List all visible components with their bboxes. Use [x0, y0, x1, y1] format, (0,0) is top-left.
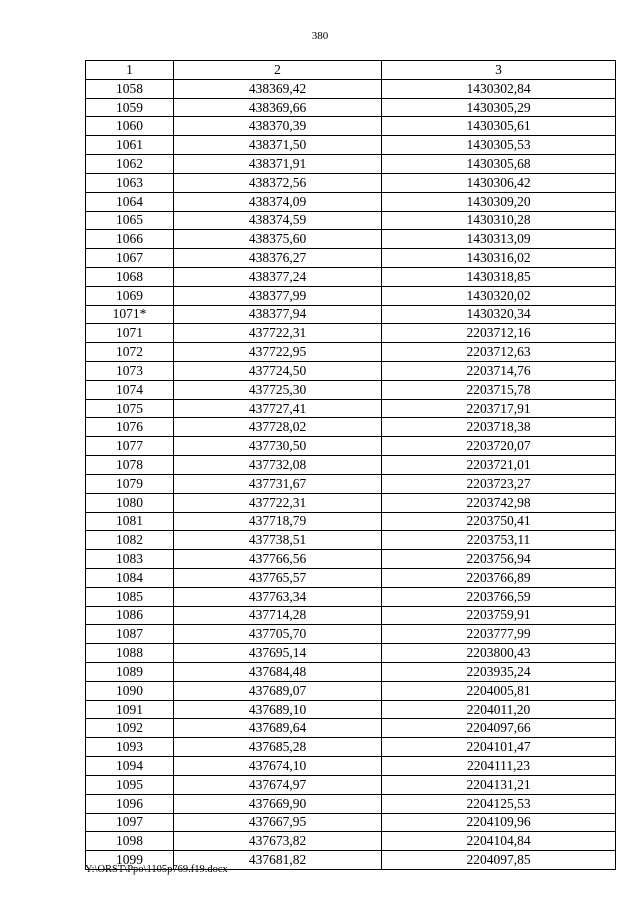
- y-coordinate-cell: 1430316,02: [382, 249, 616, 268]
- x-coordinate-cell: 437685,28: [174, 738, 382, 757]
- table-row: [86, 192, 616, 211]
- table-row: [86, 305, 616, 324]
- point-number-cell: 1069: [86, 286, 174, 305]
- table-row: [86, 117, 616, 136]
- x-coordinate-cell: 437722,31: [174, 493, 382, 512]
- table-row: [86, 267, 616, 286]
- x-coordinate-cell: 438371,50: [174, 136, 382, 155]
- y-coordinate-cell: 2203753,11: [382, 531, 616, 550]
- x-coordinate-cell: 438374,09: [174, 192, 382, 211]
- x-coordinate-cell: 437695,14: [174, 644, 382, 663]
- x-coordinate-cell: 437732,08: [174, 456, 382, 475]
- x-coordinate-cell: 437718,79: [174, 512, 382, 531]
- table-row: [86, 286, 616, 305]
- y-coordinate-cell: 2203720,07: [382, 437, 616, 456]
- y-coordinate-cell: 2203721,01: [382, 456, 616, 475]
- table-row: [86, 813, 616, 832]
- point-number-cell: 1098: [86, 832, 174, 851]
- y-coordinate-cell: 2204131,21: [382, 775, 616, 794]
- table-body: [86, 79, 616, 869]
- point-number-cell: 1086: [86, 606, 174, 625]
- x-coordinate-cell: 437689,64: [174, 719, 382, 738]
- table-row: [86, 493, 616, 512]
- y-coordinate-cell: 1430305,68: [382, 155, 616, 174]
- point-number-cell: 1089: [86, 663, 174, 682]
- point-number-cell: 1081: [86, 512, 174, 531]
- x-coordinate-cell: 437727,41: [174, 399, 382, 418]
- point-number-cell: 1097: [86, 813, 174, 832]
- x-coordinate-cell: 438376,27: [174, 249, 382, 268]
- table-row: [86, 418, 616, 437]
- x-coordinate-cell: 437667,95: [174, 813, 382, 832]
- point-number-cell: 1072: [86, 343, 174, 362]
- table-row: [86, 399, 616, 418]
- x-coordinate-cell: 438377,24: [174, 267, 382, 286]
- x-coordinate-cell: 437669,90: [174, 794, 382, 813]
- y-coordinate-cell: 2203717,91: [382, 399, 616, 418]
- x-coordinate-cell: 437725,30: [174, 380, 382, 399]
- table-row: [86, 456, 616, 475]
- y-coordinate-cell: 2204104,84: [382, 832, 616, 851]
- x-coordinate-cell: 437730,50: [174, 437, 382, 456]
- x-coordinate-cell: 438377,94: [174, 305, 382, 324]
- y-coordinate-cell: 2204005,81: [382, 681, 616, 700]
- table-row: [86, 380, 616, 399]
- point-number-cell: 1064: [86, 192, 174, 211]
- x-coordinate-cell: 437722,95: [174, 343, 382, 362]
- table-row: [86, 362, 616, 381]
- header-col-2: 2: [174, 61, 382, 80]
- x-coordinate-cell: 438374,59: [174, 211, 382, 230]
- x-coordinate-cell: 437766,56: [174, 550, 382, 569]
- table-row: [86, 550, 616, 569]
- point-number-cell: 1075: [86, 399, 174, 418]
- table-row: [86, 568, 616, 587]
- y-coordinate-cell: 2203712,16: [382, 324, 616, 343]
- table-row: [86, 775, 616, 794]
- table-row: [86, 324, 616, 343]
- y-coordinate-cell: 2204097,85: [382, 851, 616, 870]
- table-header-row: [86, 61, 616, 80]
- y-coordinate-cell: 1430306,42: [382, 173, 616, 192]
- x-coordinate-cell: 438372,56: [174, 173, 382, 192]
- y-coordinate-cell: 1430302,84: [382, 79, 616, 98]
- table-row: [86, 625, 616, 644]
- point-number-cell: 1065: [86, 211, 174, 230]
- y-coordinate-cell: 2203759,91: [382, 606, 616, 625]
- point-number-cell: 1071*: [86, 305, 174, 324]
- y-coordinate-cell: 2203723,27: [382, 474, 616, 493]
- y-coordinate-cell: 2203935,24: [382, 663, 616, 682]
- table-row: [86, 173, 616, 192]
- table-row: [86, 136, 616, 155]
- y-coordinate-cell: 2203715,78: [382, 380, 616, 399]
- footer-file-path: Y:\ORST\Ppo\1105p769.f19.docx: [85, 864, 228, 875]
- y-coordinate-cell: 1430318,85: [382, 267, 616, 286]
- x-coordinate-cell: 437689,10: [174, 700, 382, 719]
- table-row: [86, 606, 616, 625]
- point-number-cell: 1087: [86, 625, 174, 644]
- point-number-cell: 1084: [86, 568, 174, 587]
- y-coordinate-cell: 1430309,20: [382, 192, 616, 211]
- table-row: [86, 681, 616, 700]
- point-number-cell: 1092: [86, 719, 174, 738]
- point-number-cell: 1085: [86, 587, 174, 606]
- y-coordinate-cell: 2204125,53: [382, 794, 616, 813]
- x-coordinate-cell: 437673,82: [174, 832, 382, 851]
- point-number-cell: 1083: [86, 550, 174, 569]
- y-coordinate-cell: 1430320,34: [382, 305, 616, 324]
- point-number-cell: 1090: [86, 681, 174, 700]
- y-coordinate-cell: 2203766,59: [382, 587, 616, 606]
- point-number-cell: 1077: [86, 437, 174, 456]
- x-coordinate-cell: 437722,31: [174, 324, 382, 343]
- table-row: [86, 343, 616, 362]
- point-number-cell: 1059: [86, 98, 174, 117]
- y-coordinate-cell: 2203766,89: [382, 568, 616, 587]
- table-row: [86, 211, 616, 230]
- table-row: [86, 738, 616, 757]
- table-row: [86, 644, 616, 663]
- point-number-cell: 1060: [86, 117, 174, 136]
- point-number-cell: 1099: [86, 851, 174, 870]
- point-number-cell: 1082: [86, 531, 174, 550]
- table-row: [86, 512, 616, 531]
- point-number-cell: 1076: [86, 418, 174, 437]
- y-coordinate-cell: 2204097,66: [382, 719, 616, 738]
- point-number-cell: 1074: [86, 380, 174, 399]
- x-coordinate-cell: 437738,51: [174, 531, 382, 550]
- table-row: [86, 98, 616, 117]
- point-number-cell: 1068: [86, 267, 174, 286]
- y-coordinate-cell: 2204011,20: [382, 700, 616, 719]
- y-coordinate-cell: 1430313,09: [382, 230, 616, 249]
- x-coordinate-cell: 437765,57: [174, 568, 382, 587]
- table-row: [86, 663, 616, 682]
- x-coordinate-cell: 438377,99: [174, 286, 382, 305]
- y-coordinate-cell: 2203742,98: [382, 493, 616, 512]
- x-coordinate-cell: 438369,66: [174, 98, 382, 117]
- x-coordinate-cell: 438371,91: [174, 155, 382, 174]
- x-coordinate-cell: 437731,67: [174, 474, 382, 493]
- point-number-cell: 1078: [86, 456, 174, 475]
- x-coordinate-cell: 437714,28: [174, 606, 382, 625]
- y-coordinate-cell: 2203800,43: [382, 644, 616, 663]
- page-number: 380: [311, 30, 329, 42]
- table-row: [86, 794, 616, 813]
- y-coordinate-cell: 2203714,76: [382, 362, 616, 381]
- point-number-cell: 1096: [86, 794, 174, 813]
- y-coordinate-cell: 2204111,23: [382, 757, 616, 776]
- table-row: [86, 474, 616, 493]
- y-coordinate-cell: 2203756,94: [382, 550, 616, 569]
- point-number-cell: 1093: [86, 738, 174, 757]
- table-row: [86, 249, 616, 268]
- y-coordinate-cell: 2203777,99: [382, 625, 616, 644]
- table-row: [86, 230, 616, 249]
- table-row: [86, 700, 616, 719]
- y-coordinate-cell: 2203718,38: [382, 418, 616, 437]
- x-coordinate-cell: 438370,39: [174, 117, 382, 136]
- point-number-cell: 1058: [86, 79, 174, 98]
- point-number-cell: 1080: [86, 493, 174, 512]
- x-coordinate-cell: 437763,34: [174, 587, 382, 606]
- x-coordinate-cell: 437674,10: [174, 757, 382, 776]
- y-coordinate-cell: 1430305,29: [382, 98, 616, 117]
- point-number-cell: 1088: [86, 644, 174, 663]
- table-row: [86, 587, 616, 606]
- point-number-cell: 1091: [86, 700, 174, 719]
- x-coordinate-cell: 437684,48: [174, 663, 382, 682]
- y-coordinate-cell: 2204109,96: [382, 813, 616, 832]
- point-number-cell: 1094: [86, 757, 174, 776]
- x-coordinate-cell: 437728,02: [174, 418, 382, 437]
- table-row: [86, 155, 616, 174]
- x-coordinate-cell: 438375,60: [174, 230, 382, 249]
- x-coordinate-cell: 437705,70: [174, 625, 382, 644]
- x-coordinate-cell: 437724,50: [174, 362, 382, 381]
- point-number-cell: 1067: [86, 249, 174, 268]
- table-row: [86, 719, 616, 738]
- coordinates-table: [85, 60, 616, 870]
- table-row: [86, 79, 616, 98]
- table-row: [86, 437, 616, 456]
- y-coordinate-cell: 2203712,63: [382, 343, 616, 362]
- header-col-3: 3: [382, 61, 616, 80]
- x-coordinate-cell: 437689,07: [174, 681, 382, 700]
- x-coordinate-cell: 438369,42: [174, 79, 382, 98]
- point-number-cell: 1071: [86, 324, 174, 343]
- table-row: [86, 832, 616, 851]
- y-coordinate-cell: 1430305,61: [382, 117, 616, 136]
- y-coordinate-cell: 1430305,53: [382, 136, 616, 155]
- y-coordinate-cell: 2204101,47: [382, 738, 616, 757]
- y-coordinate-cell: 1430320,02: [382, 286, 616, 305]
- table-row: [86, 531, 616, 550]
- point-number-cell: 1063: [86, 173, 174, 192]
- x-coordinate-cell: 437681,82: [174, 851, 382, 870]
- table-row: [86, 757, 616, 776]
- y-coordinate-cell: 1430310,28: [382, 211, 616, 230]
- point-number-cell: 1073: [86, 362, 174, 381]
- point-number-cell: 1066: [86, 230, 174, 249]
- header-col-1: 1: [86, 61, 174, 80]
- point-number-cell: 1095: [86, 775, 174, 794]
- y-coordinate-cell: 2203750,41: [382, 512, 616, 531]
- x-coordinate-cell: 437674,97: [174, 775, 382, 794]
- point-number-cell: 1062: [86, 155, 174, 174]
- point-number-cell: 1079: [86, 474, 174, 493]
- point-number-cell: 1061: [86, 136, 174, 155]
